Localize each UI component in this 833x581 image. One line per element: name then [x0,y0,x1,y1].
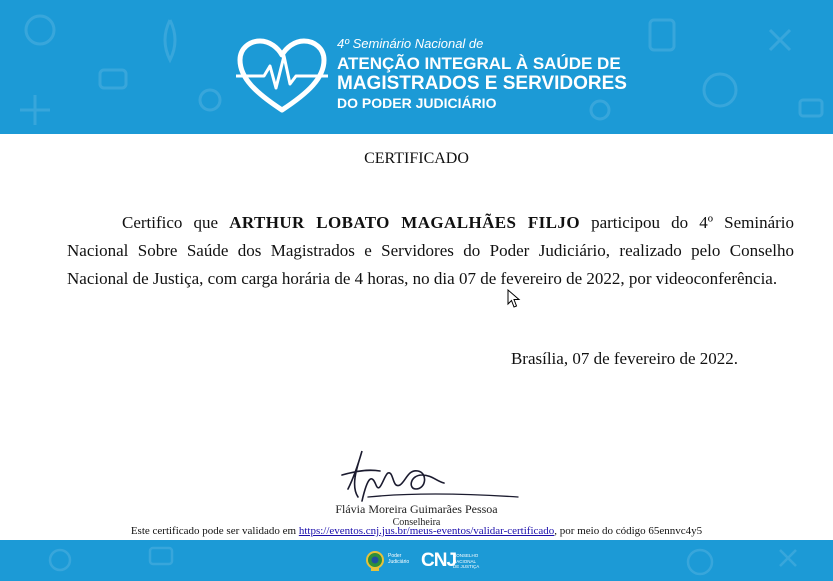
certificate-intro: Certifico que [122,213,230,232]
signer-role: Conselheira [392,517,441,528]
signer-name: Flávia Moreira Guimarães Pessoa [335,502,498,516]
mouse-cursor-icon [507,289,521,309]
certificate-date: Brasília, 07 de fevereiro de 2022. [510,349,738,368]
certificate-body-text: participou do 4º Seminário Nacional Sobre Saúde dos Magistrados e Servidores do Poder Judiciário, realizado pelo Conselho Nacional de Justiça, com carga horária de 4 horas, no dia 07 de fevereiro de 2022, por videoconferência. [67,213,795,288]
header-banner [0,0,833,134]
seminar-logo-text [337,36,627,112]
validation-link[interactable]: https://eventos.cnj.jus.br/meus-eventos/validar-certificado [298,525,555,537]
coat-of-arms-icon [365,550,385,572]
cnj-logo: CNJ [421,550,457,571]
heart-pulse-icon [236,38,328,114]
certificate-title: CERTIFICADO [364,150,469,167]
validation-suffix: , por meio do código 65ennvc4y5 [554,525,703,537]
signature-image [328,445,528,507]
seminar-title-line2: MAGISTRADOS E SERVIDORES [337,73,627,94]
certificate-body [67,209,794,293]
cnj-full-name: CONSELHO NACIONAL DE JUSTIÇA [453,553,480,569]
poder-judiciario-label: Poder Judiciário [388,553,410,565]
seminar-title-line3: DO PODER JUDICIÁRIO [337,95,497,111]
validation-note [0,525,833,537]
recipient-name: ARTHUR LOBATO MAGALHÃES FILJO [229,213,580,232]
seminar-title-line1: ATENÇÃO INTEGRAL À SAÚDE DE [337,54,621,73]
seminar-subtitle: 4º Seminário Nacional de [337,36,484,51]
footer-banner [0,540,833,581]
validation-prefix: Este certificado pode ser validado em [130,525,299,537]
